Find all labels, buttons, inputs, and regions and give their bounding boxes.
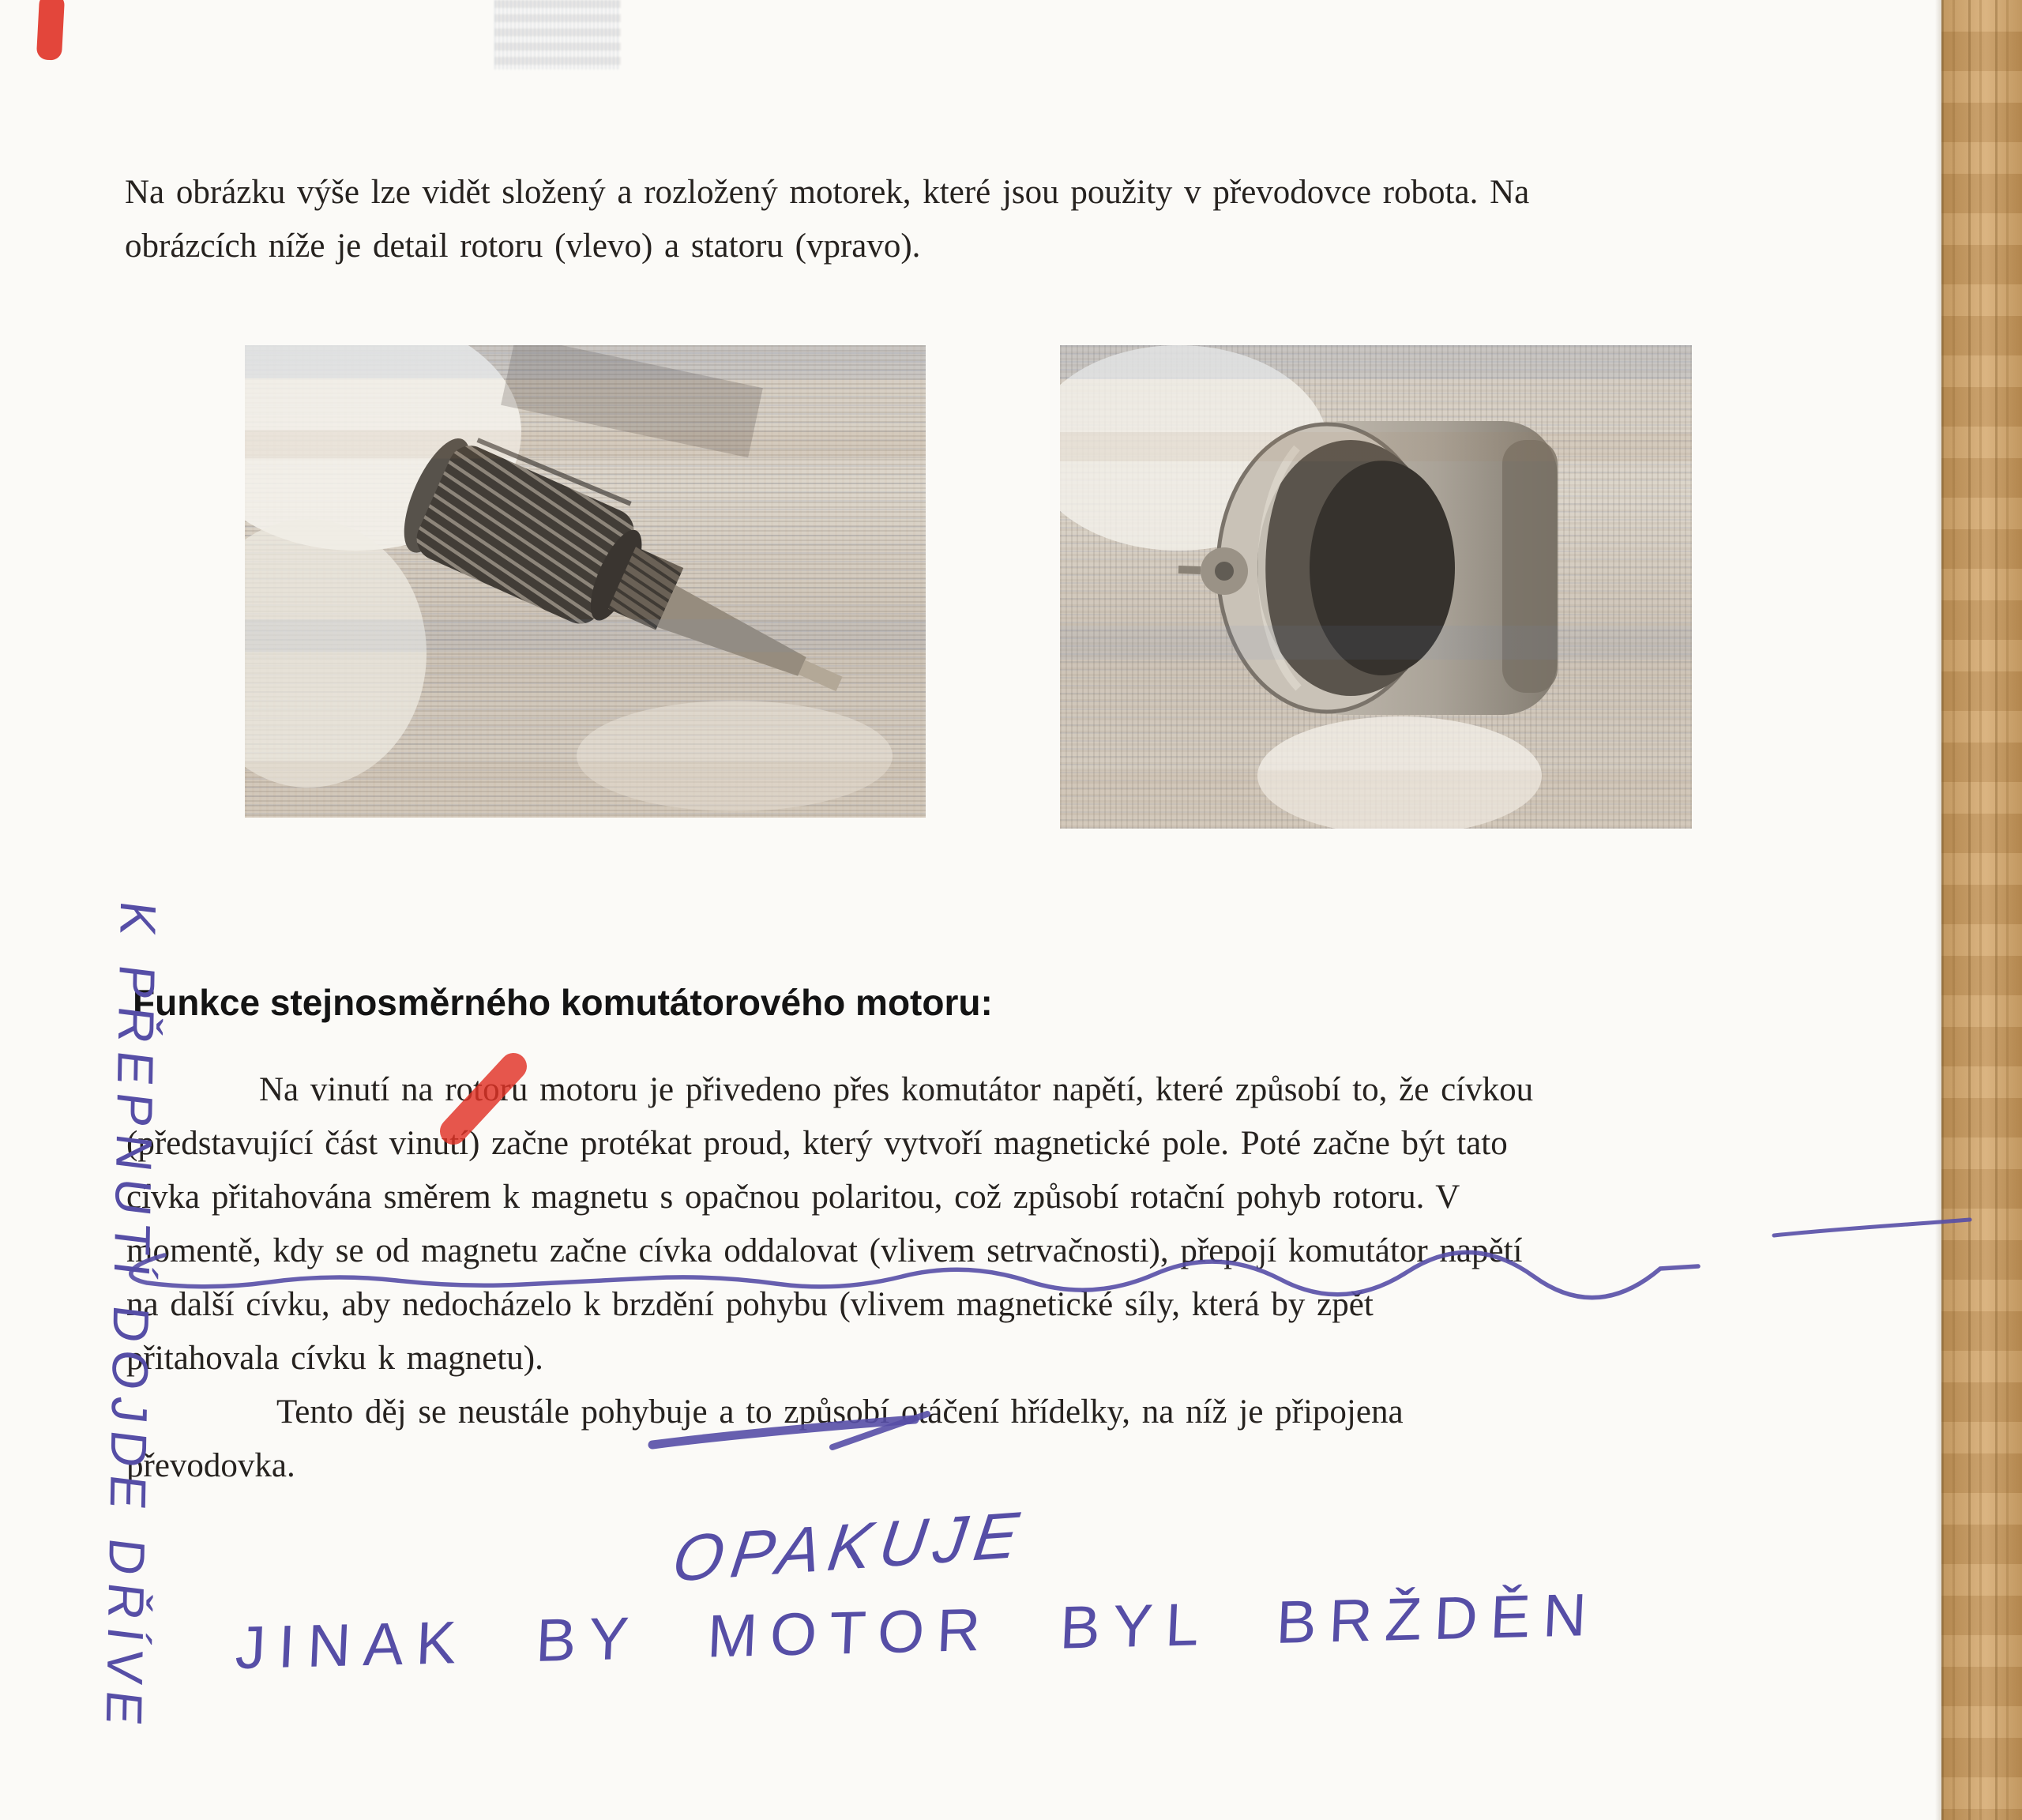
rotor-photo	[245, 345, 926, 818]
handwritten-margin-note: K PŘEPNUTÍ DOJDE DŘÍVE	[95, 898, 167, 1736]
rotor-photo-graphic	[245, 345, 926, 818]
body-line-5: na další cívku, aby nedocházelo k brzdění pohybu (vlivem magnetické síly, která by zpět	[126, 1286, 1374, 1323]
body-line-6: přitahovala cívku k magnetu).	[126, 1340, 543, 1377]
intro-line-1: Na obrázku výše lze vidět složený a rozložený motorek, které jsou použity v převodovce robota. Na	[125, 174, 1530, 211]
body-line-2: (představující část vinutí) začne protékat proud, který vytvoří magnetické pole. Poté začne být tato	[126, 1125, 1508, 1162]
body-line-4: momentě, kdy se od magnetu začne cívka oddalovat (vlivem setrvačnosti), přepojí komutátor napětí	[126, 1232, 1523, 1269]
handwritten-correction: OPAKUJE	[668, 1498, 1031, 1596]
closing-line-1: Tento děj se neustále pohybuje a to způsobí otáčení hřídelky, na níž je připojena	[276, 1393, 1404, 1431]
closing-line-2: převodovka.	[126, 1447, 295, 1484]
stator-photo	[1060, 345, 1692, 829]
body-paragraph	[126, 1063, 1864, 1386]
body-line-1: Na vinutí na rotoru motoru je přivedeno přes komutátor napětí, které způsobí to, že cívkou	[259, 1071, 1534, 1108]
desk-wood-background	[1941, 0, 2022, 1820]
handwritten-bottom-note: JINAK BY MOTOR BYL BRŽDĚN	[234, 1581, 1601, 1683]
closing-paragraph	[126, 1386, 1864, 1493]
paper-edge-shadow	[1935, 0, 1943, 1820]
intro-line-2: obrázcích níže je detail rotoru (vlevo) a statoru (vpravo).	[125, 228, 921, 265]
body-line-3: cívka přitahována směrem k magnetu s opačnou polaritou, což způsobí rotační pohyb rotoru. V	[126, 1179, 1460, 1216]
scan-smudge-artifact	[494, 0, 621, 70]
red-marker-artifact	[36, 0, 65, 61]
intro-paragraph	[125, 166, 1862, 273]
stator-photo-graphic	[1060, 345, 1692, 829]
section-heading: Funkce stejnosměrného komutátorového motoru:	[133, 982, 993, 1023]
